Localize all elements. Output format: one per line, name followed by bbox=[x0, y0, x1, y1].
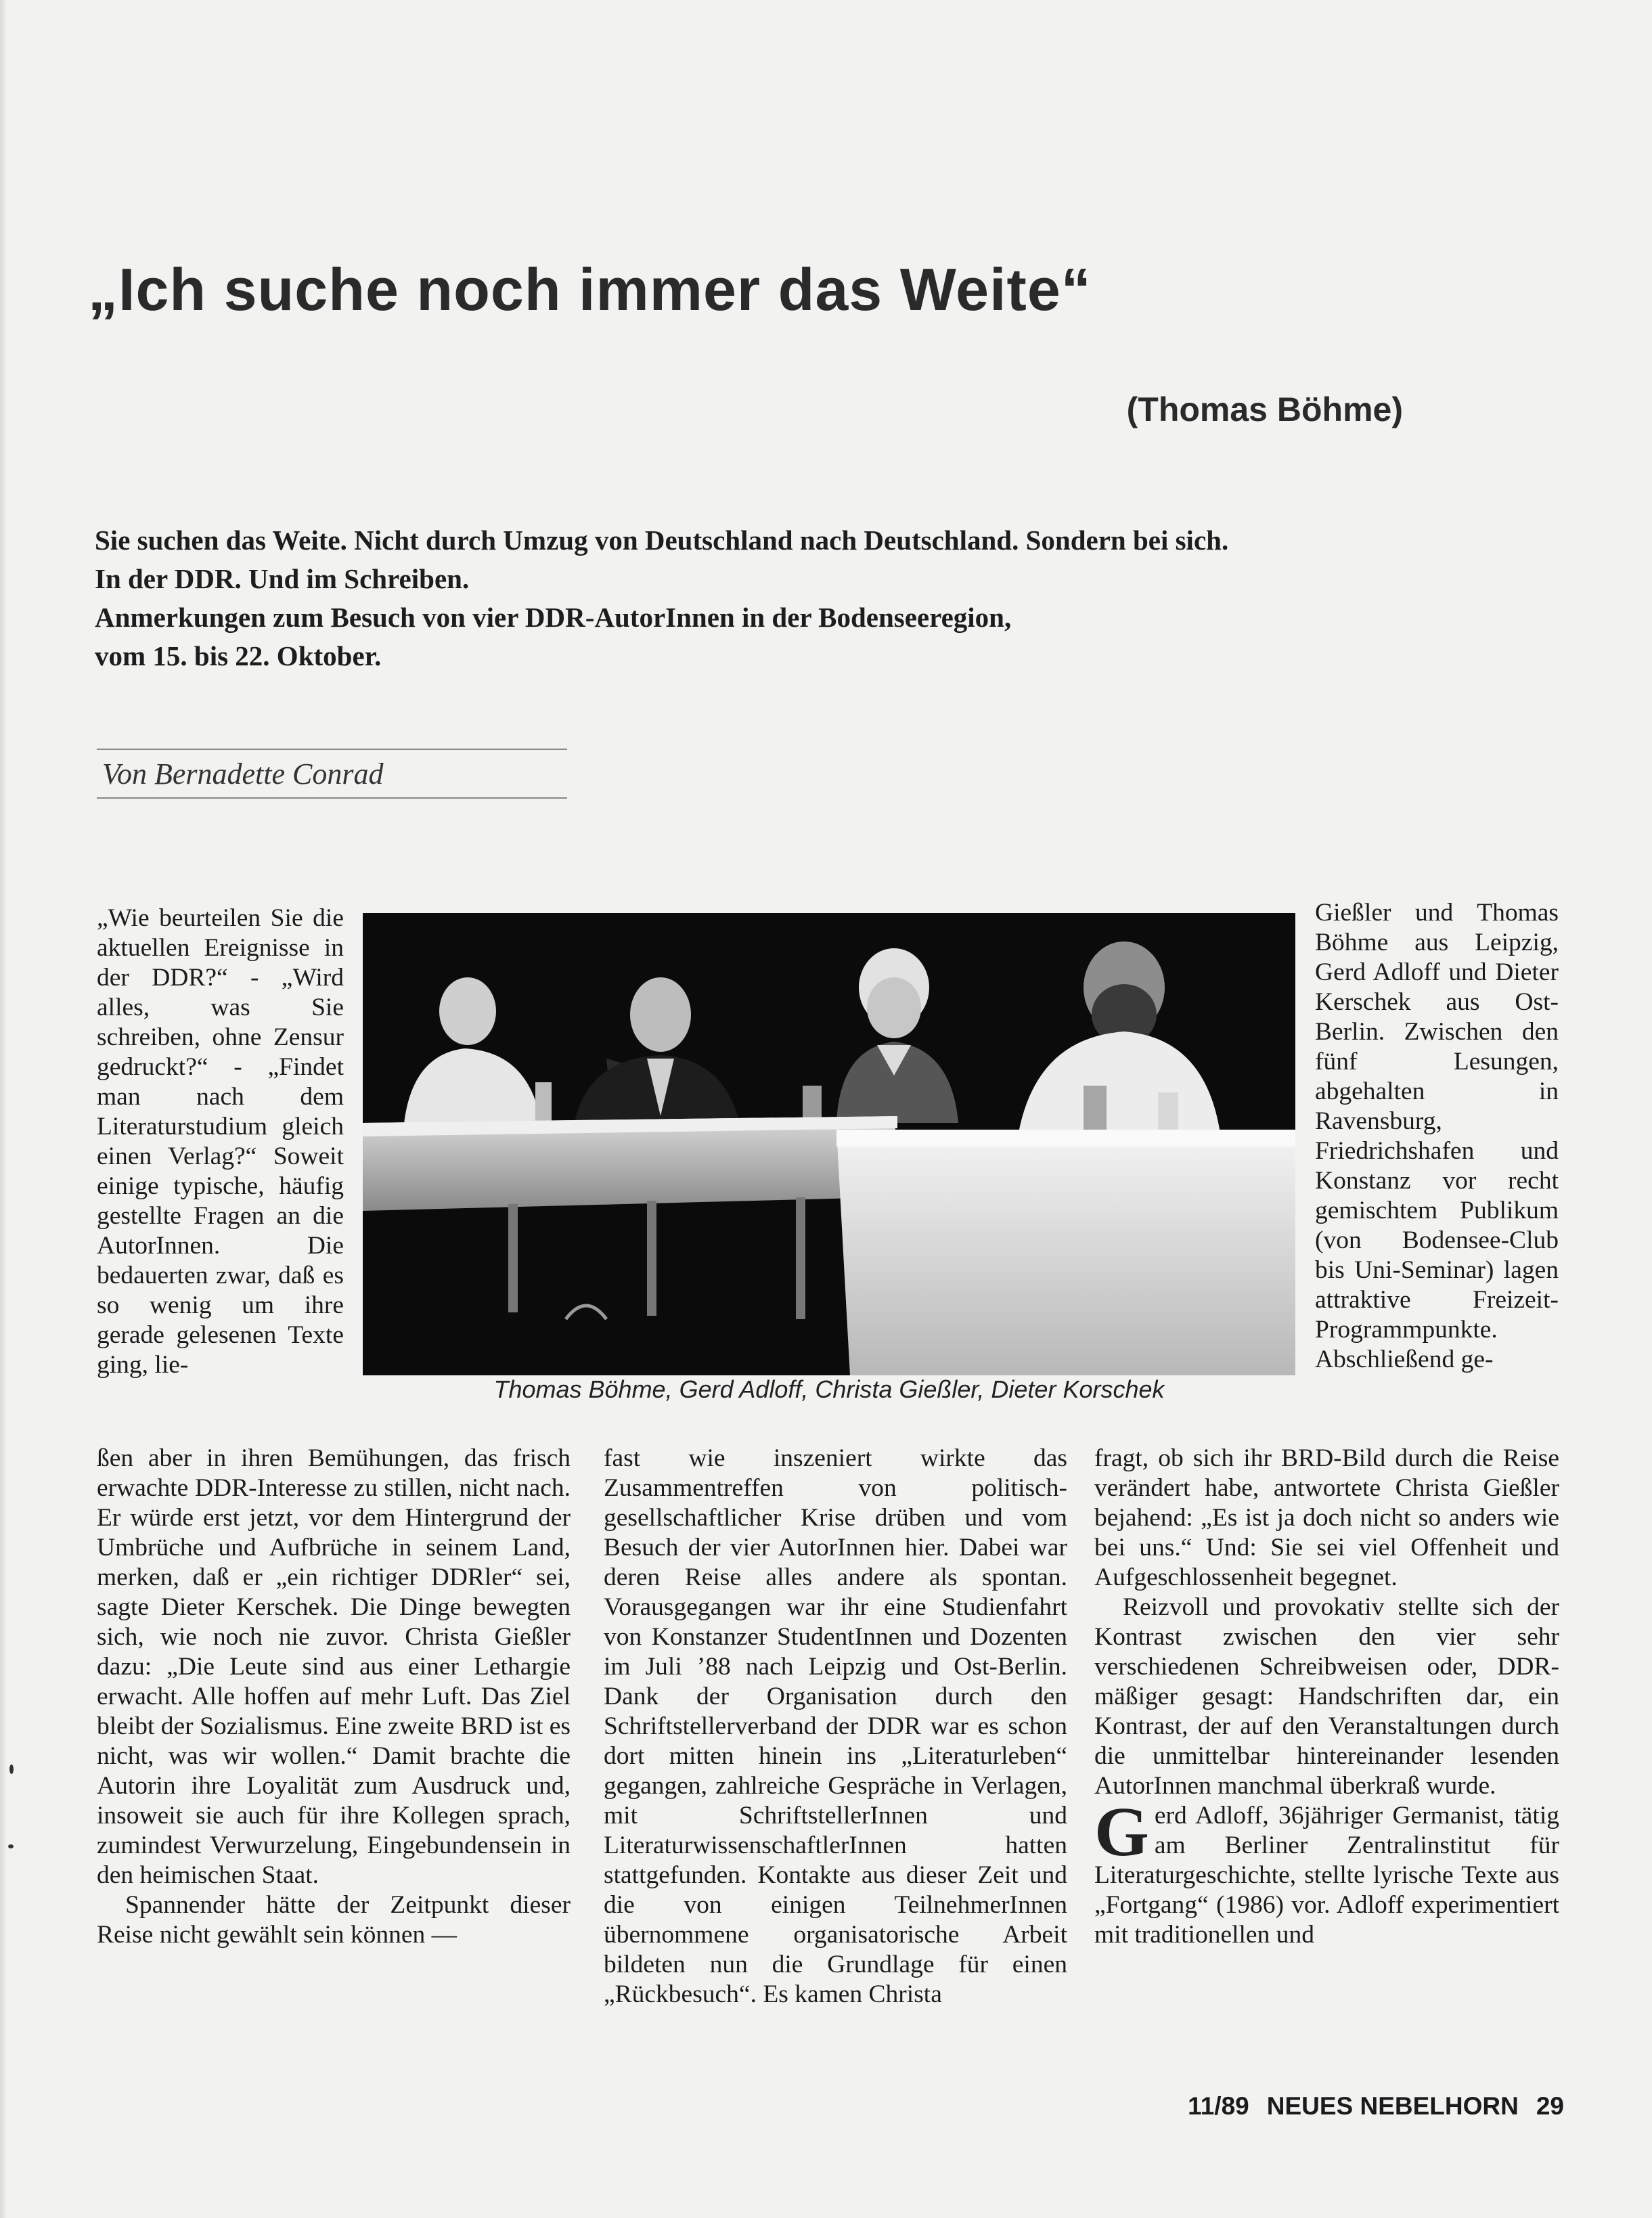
body-paragraph: „Wie beurteilen Sie die aktuellen Ereignisse in der DDR?“ - „Wird alles, was Sie schreiben, ohne Zensur gedruckt?“ - „Findet man nach dem Literaturstudium gleich einen Verlag?“ Soweit einige typische, häufig gestellte Fragen an die AutorInnen. Die bedauerten zwar, daß es so wenig um ihre gerade gelesenen Texte ging, lie- bbox=[97, 904, 344, 1379]
page-edge-shadow bbox=[0, 0, 7, 2218]
body-paragraph: fragt, ob sich ihr BRD-Bild durch die Reise verändert habe, antwortete Christa Gießler bejahend: „Es ist ja doch nicht so anders wie bei uns.“ Und: Sie sei viel Offenheit und Aufgeschlossenheit begegnet. bbox=[1094, 1444, 1559, 1591]
lede-line: vom 15. bis 22. Oktober. bbox=[95, 640, 382, 671]
photo-caption: Thomas Böhme, Gerd Adloff, Christa Gießler, Dieter Korschek bbox=[493, 1375, 1165, 1403]
body-paragraph: fast wie inszeniert wirkte das Zusammentreffen von politisch-gesellschaftlicher Krise drüben und vom Besuch der vier AutorInnen hier. Dabei war deren Reise alles andere als spontan. Vorausgegangen war ihr eine Studienfahrt von Konstanzer StudentInnen und Dozenten im Juli ’88 nach Leipzig und Ost-Berlin. Dank der Organisation durch den Schriftstellerverband der DDR war es schon dort mitten hinein ins „Literaturleben“ gegangen, zahlreiche Gespräche in Verlagen, mit SchriftstellerInnen und LiteraturwissenschaftlerInnen hatten stattgefunden. Kontakte aus dieser Zeit und die von einigen TeilnehmerInnen übernommene organisatorische Arbeit bildeten nun die Grundlage für einen „Rückbesuch“. Es kamen Christa bbox=[604, 1444, 1067, 2008]
byline-box bbox=[97, 749, 567, 799]
body-paragraph: Reizvoll und provokativ stellte sich der Kontrast zwischen den vier sehr verschiedenen Schreibweisen oder, DDR-mäßiger gesagt: Handschriften dar, ein Kontrast, der auf den Veranstaltungen durch die unmittelbar hintereinander lesenden AutorInnen manchmal überkraß wurde. bbox=[1094, 1593, 1559, 1800]
page-number: 29 bbox=[1536, 2092, 1564, 2120]
body-paragraph: Spannender hätte der Zeitpunkt dieser Reise nicht gewählt sein können — bbox=[97, 1891, 571, 1949]
lede-line: Sie suchen das Weite. Nicht durch Umzug von Deutschland nach Deutschland. Sondern bei sich. bbox=[95, 525, 1229, 556]
article-title: „Ich suche noch immer das Weite“ bbox=[88, 255, 1092, 323]
column-3-bottom bbox=[1094, 1444, 1559, 1950]
lede-line: In der DDR. Und im Schreiben. bbox=[95, 563, 470, 594]
body-paragraph-dropcap bbox=[1094, 1793, 1559, 1950]
article-photo bbox=[363, 913, 1295, 1375]
drop-cap: G bbox=[1094, 1793, 1149, 1871]
column-1-bottom bbox=[97, 1444, 571, 1950]
scan-speck bbox=[9, 1765, 14, 1774]
column-1-top bbox=[97, 904, 344, 1380]
issue-number: 11/89 bbox=[1188, 2092, 1249, 2120]
article-lede bbox=[95, 521, 1530, 675]
paragraph-text: erd Adloff, 36jähriger Germanist, tätig am Berliner Zentralinstitut für Literaturgeschichte, stellte lyrische Texte aus „Fortgang“ (1986) vor. Adloff experimentiert mit traditionellen und bbox=[1094, 1802, 1559, 1949]
panel-discussion-photo bbox=[363, 913, 1295, 1375]
column-3-top bbox=[1315, 898, 1559, 1375]
column-2 bbox=[604, 1444, 1067, 2010]
page-footer bbox=[1188, 2092, 1564, 2121]
scan-speck bbox=[8, 1844, 14, 1848]
body-paragraph: Gießler und Thomas Böhme aus Leipzig, Gerd Adloff und Dieter Kerschek aus Ost-Berlin. Zwischen den fünf Lesungen, abgehalten in Ravensburg, Friedrichshafen und Konstanz vor recht gemischtem Publikum (von Bodensee-Club bis Uni-Seminar) lagen attraktive Freizeit-Programmpunkte. Abschließend ge- bbox=[1315, 899, 1559, 1373]
lede-line: Anmerkungen zum Besuch von vier DDR-AutorInnen in der Bodenseeregion, bbox=[95, 602, 1012, 633]
byline: Von Bernadette Conrad bbox=[102, 757, 384, 791]
body-paragraph: ßen aber in ihren Bemühungen, das frisch erwachte DDR-Interesse zu stillen, nicht nach. Er würde erst jetzt, vor dem Hintergrund der Umbrüche und Aufbrüche in seinem Land, merken, daß er „ein richtiger DDRler“ sei, sagte Dieter Kerschek. Die Dinge bewegten sich, wie noch nie zuvor. Christa Gießler dazu: „Die Leute sind aus einer Lethargie erwacht. Alle hoffen auf mehr Luft. Das Ziel bleibt der Sozialismus. Eine zweite BRD ist es nicht, was wir wollen.“ Damit brachte die Autorin ihre Loyalität zum Ausdruck und, insoweit sie auch für ihre Kollegen sprach, zumindest Verwurzelung, Eingebundensein in den heimischen Staat. bbox=[97, 1444, 571, 1889]
title-quote-author: (Thomas Böhme) bbox=[1126, 391, 1403, 428]
magazine-name: NEUES NEBELHORN bbox=[1266, 2092, 1519, 2120]
